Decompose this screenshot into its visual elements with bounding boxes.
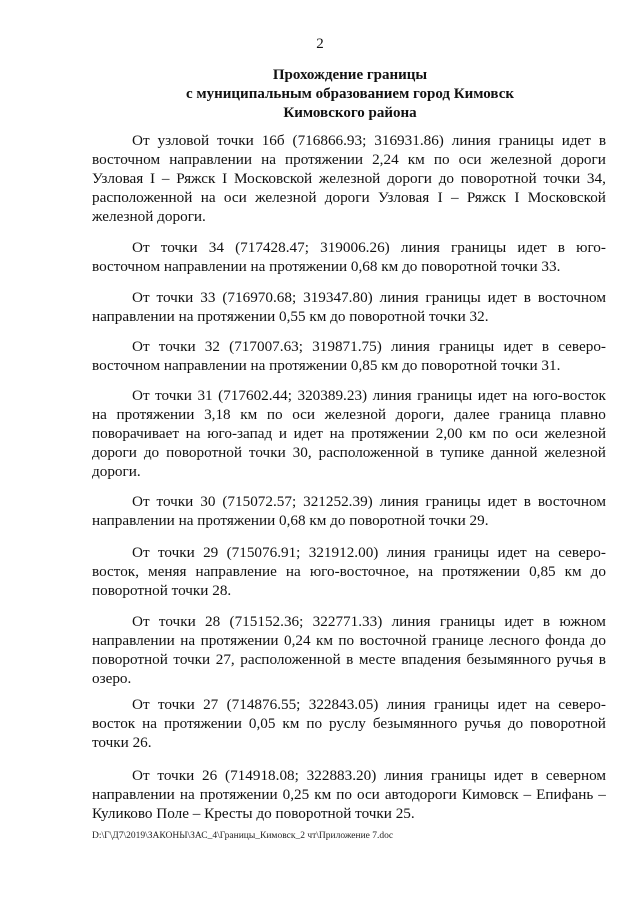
paragraph-line: дороги до поворотной точки 30, расположенной в тупике данной железной: [92, 444, 606, 461]
paragraph-line: От точки 32 (717007.63; 319871.75) линия границы идет в северо-: [132, 338, 606, 355]
paragraph-line: поворачивает на юго-запад и идет на протяжении 2,00 км по оси железной: [92, 425, 606, 442]
paragraph-line: на протяжении 3,18 км по оси железной дороги, далее граница плавно: [92, 406, 606, 423]
paragraph-line: От точки 30 (715072.57; 321252.39) линия границы идет в восточном: [132, 493, 606, 510]
paragraph-line: точки 26.: [92, 734, 152, 751]
paragraph-line: От точки 29 (715076.91; 321912.00) линия границы идет на северо-: [132, 544, 606, 561]
file-path-footer: D:\Г\Д7\2019\ЗАКОНЫ\ЗАС_4\Границы_Кимовск_2 чт\Приложение 7.doc: [92, 831, 394, 841]
title-line-3: Кимовского района: [283, 105, 417, 121]
paragraph-line: От точки 27 (714876.55; 322843.05) линия границы идет на северо-: [132, 696, 606, 713]
title-line-2: с муниципальным образованием город Кимовск: [186, 86, 514, 102]
paragraph-line: Куликово Поле – Кресты до поворотной точки 25.: [92, 805, 415, 822]
paragraph-line: От узловой точки 16б (716866.93; 316931.86) линия границы идет в: [132, 132, 606, 149]
paragraph-line: направлении на протяжении 0,25 км по оси автодороги Кимовск – Епифань –: [92, 786, 606, 803]
paragraph-line: озеро.: [92, 670, 132, 687]
paragraph-line: восточном направлении на протяжении 0,68 км до поворотной точки 33.: [92, 258, 561, 275]
paragraph-line: Узловая I – Ряжск I Московской железной дороги до поворотной точки 34,: [92, 170, 606, 187]
paragraph-line: направлении на протяжении 0,68 км до поворотной точки 29.: [92, 512, 489, 529]
paragraph-line: поворотной точки 28.: [92, 582, 232, 599]
paragraph-line: восточном направлении на протяжении 0,85 км до поворотной точки 31.: [92, 357, 561, 374]
paragraph-line: направлении на протяжении 0,55 км до поворотной точки 32.: [92, 308, 489, 325]
paragraph-line: направлении на протяжении 0,24 км по восточной границе лесного фонда до: [92, 632, 606, 649]
paragraph-line: От точки 31 (717602.44; 320389.23) линия границы идет на юго-восток: [132, 387, 606, 404]
paragraph-line: От точки 33 (716970.68; 319347.80) линия границы идет в восточном: [132, 289, 606, 306]
paragraph-line: дороги.: [92, 463, 141, 480]
paragraph-line: От точки 28 (715152.36; 322771.33) линия границы идет в южном: [132, 613, 606, 630]
paragraph-line: железной дороги.: [92, 208, 206, 225]
page-number: 2: [316, 36, 324, 52]
paragraph-line: расположенной на оси железной дороги Узловая I – Ряжск I Московской: [92, 189, 606, 206]
paragraph-line: восток, меняя направление на юго-восточное, на протяжении 0,85 км до: [92, 563, 606, 580]
paragraph-line: От точки 26 (714918.08; 322883.20) линия границы идет в северном: [132, 767, 606, 784]
document-title: [150, 66, 550, 123]
paragraph-line: поворотной точки 27, расположенной в месте впадения безымянного ручья в: [92, 651, 606, 668]
paragraph-line: От точки 34 (717428.47; 319006.26) линия границы идет в юго-: [132, 239, 606, 256]
paragraph-line: восток на протяжении 0,05 км по руслу безымянного ручья до поворотной: [92, 715, 606, 732]
title-line-1: Прохождение границы: [272, 67, 428, 83]
paragraph-line: восточном направлении на протяжении 2,24 км по оси железной дороги: [92, 151, 606, 168]
